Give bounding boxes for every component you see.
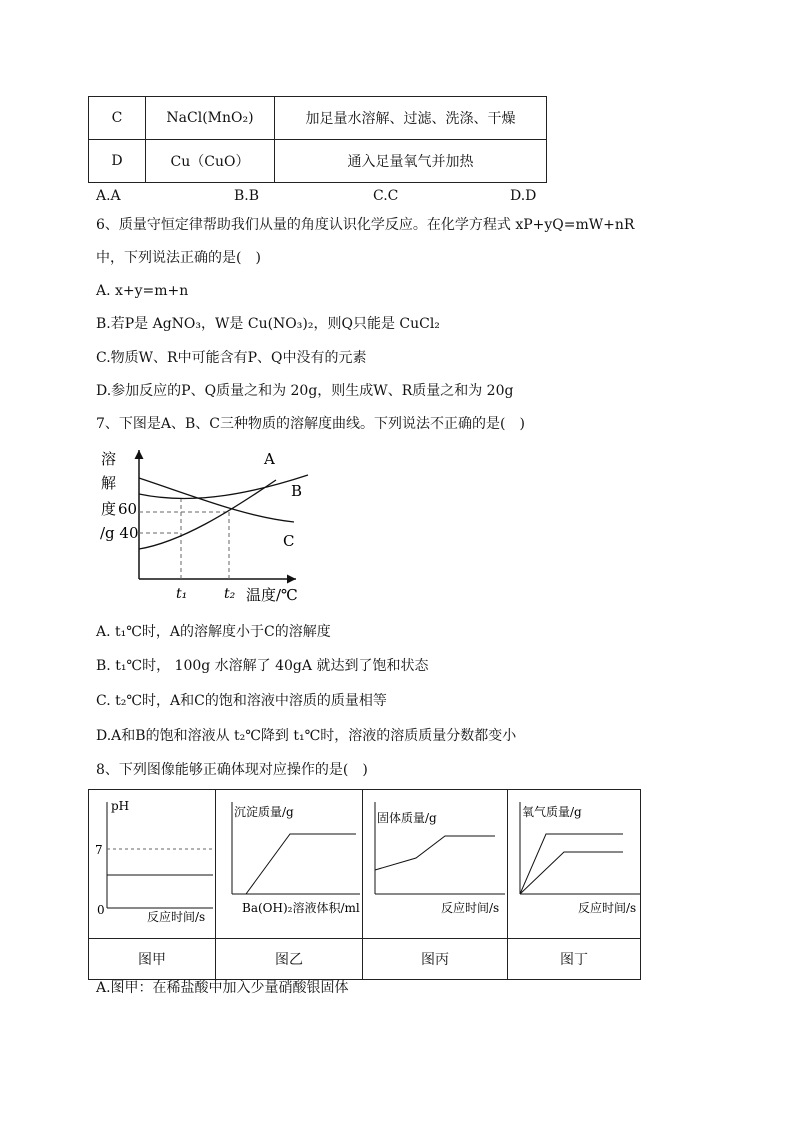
y-label: 固体质量/g: [377, 811, 437, 825]
solubility-graph: [96, 442, 316, 612]
caption-jia: 图甲: [89, 939, 216, 980]
q7-option-d: D.A和B的饱和溶液从 t₂℃降到 t₁℃时，溶液的溶质质量分数都变小: [96, 728, 517, 744]
graph-precipitate: [216, 790, 362, 934]
q5-option-c: C.C: [373, 188, 399, 204]
curve-label-a: A: [264, 450, 275, 468]
figure-table: [88, 789, 641, 980]
table-row: [89, 140, 547, 183]
x-label: 反应时间/s: [147, 910, 206, 924]
options-table: [88, 96, 547, 183]
y-tick-40: /g 40: [100, 524, 139, 542]
q8-option-a: A.图甲：在稀盐酸中加入少量硝酸银固体: [96, 980, 349, 996]
substance-cell: Cu（CuO）: [146, 140, 275, 183]
q6-option-c: C.物质W、R中可能含有P、Q中没有的元素: [96, 350, 367, 366]
caption-yi: 图乙: [216, 939, 363, 980]
table-row: [89, 97, 547, 140]
graph-oxygen: [508, 790, 640, 934]
graph-cell-bing: [363, 790, 508, 939]
caption-bing: 图丙: [363, 939, 508, 980]
q6-option-a: A. x+y=m+n: [96, 283, 189, 299]
q7-option-a: A. t₁℃时，A的溶解度小于C的溶解度: [96, 624, 331, 640]
y-label-2: 解: [101, 474, 117, 492]
x-label: 反应时间/s: [441, 901, 500, 915]
y-tick-7: 7: [95, 843, 103, 857]
y-tick-60: 60: [118, 500, 138, 518]
q8-stem: 8、下列图像能够正确体现对应操作的是( ): [96, 762, 368, 778]
y-label: 沉淀质量/g: [234, 805, 294, 819]
method-cell: 加足量水溶解、过滤、洗涤、干燥: [275, 97, 547, 140]
q5-option-a: A.A: [96, 188, 121, 204]
y-label-3: 度: [101, 500, 117, 518]
graph-cell-ding: [508, 790, 641, 939]
graph-cell-yi: [216, 790, 363, 939]
x-label: Ba(OH)₂溶液体积/ml: [242, 901, 360, 915]
x-tick-t2: t₂: [224, 586, 236, 602]
q7-stem: 7、下图是A、B、C三种物质的溶解度曲线。下列说法不正确的是( ): [96, 416, 525, 432]
method-cell: 通入足量氧气并加热: [275, 140, 547, 183]
row-label: D: [89, 140, 146, 183]
q7-option-b: B. t₁℃时， 100g 水溶解了 40gA 就达到了饱和状态: [96, 658, 429, 674]
y-label: 氧气质量/g: [522, 805, 582, 819]
q6-option-b: B.若P是 AgNO₃，W是 Cu(NO₃)₂，则Q只能是 CuCl₂: [96, 316, 440, 332]
q6-option-d: D.参加反应的P、Q质量之和为 20g，则生成W、R质量之和为 20g: [96, 383, 514, 399]
oxygen-line-1: [520, 834, 623, 894]
caption-ding: 图丁: [508, 939, 641, 980]
origin-label: 0: [97, 903, 105, 917]
q7-option-c: C. t₂℃时，A和C的饱和溶液中溶质的质量相等: [96, 693, 387, 709]
substance-cell: NaCl(MnO₂): [146, 97, 275, 140]
precipitate-line: [246, 834, 356, 894]
x-label: 反应时间/s: [578, 901, 637, 915]
graph-solid-mass: [363, 790, 507, 934]
curve-label-b: B: [291, 482, 303, 500]
graph-cell-jia: [89, 790, 216, 939]
q5-option-d: D.D: [510, 188, 537, 204]
row-label: C: [89, 97, 146, 140]
q6-stem-line2: 中，下列说法正确的是( ): [96, 250, 261, 266]
q5-option-b: B.B: [234, 188, 260, 204]
graph-ph: [89, 790, 215, 934]
y-label: pH: [111, 799, 130, 813]
x-axis-label: 温度/℃: [246, 586, 298, 604]
x-tick-t1: t₁: [176, 586, 188, 602]
y-label-1: 溶: [101, 450, 117, 468]
q6-stem-line1: 6、质量守恒定律帮助我们从量的角度认识化学反应。在化学方程式 xP+yQ=mW+nR: [96, 217, 635, 233]
curve-label-c: C: [283, 532, 295, 550]
solid-mass-line: [375, 836, 495, 870]
curve-c: [139, 478, 294, 522]
